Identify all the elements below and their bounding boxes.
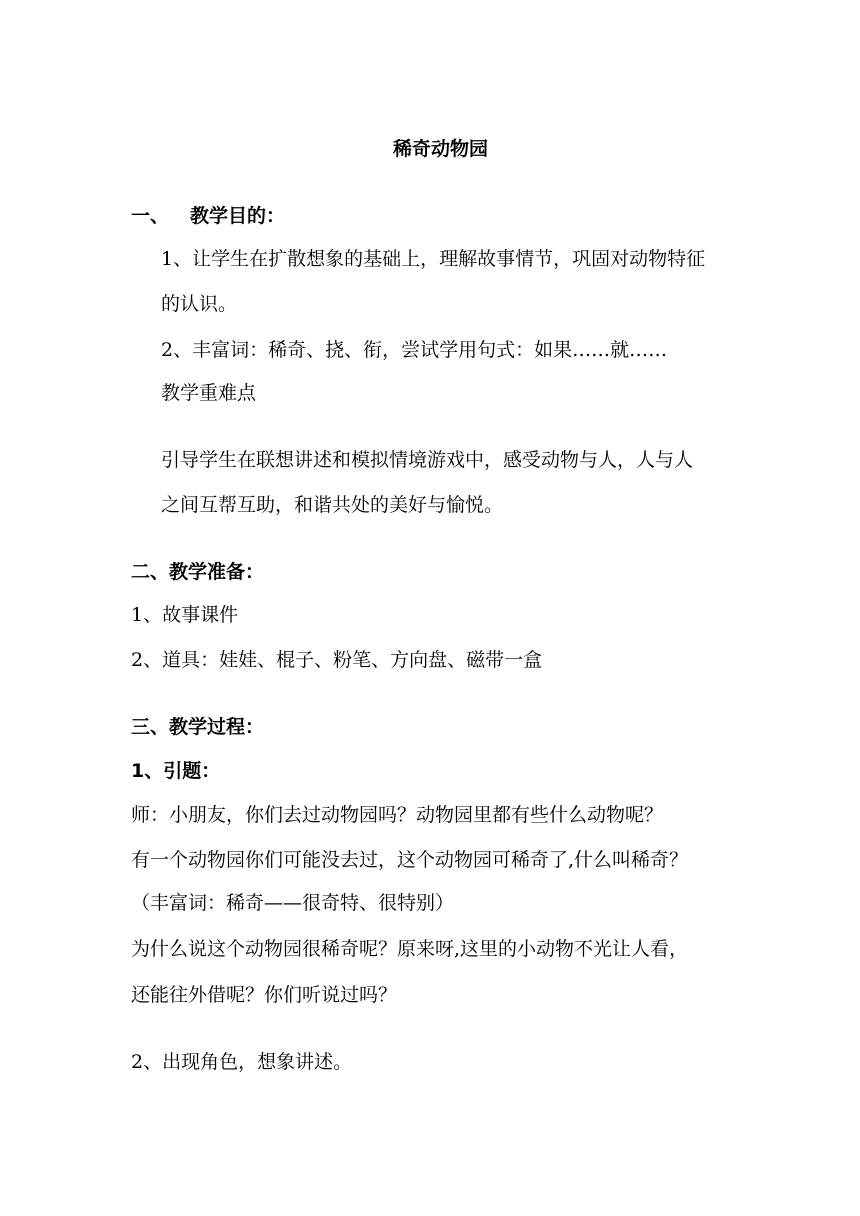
section1-number: 一、	[131, 205, 170, 227]
section1-item2: 2、丰富词：稀奇、挠、衔，尝试学用句式：如果……就……	[161, 339, 668, 361]
section3-step1-heading: 1、引题：	[131, 760, 221, 782]
section1-item1-line2: 的认识。	[161, 293, 238, 315]
section3-line1: 师：小朋友，你们去过动物园吗？动物园里都有些什么动物呢？	[131, 804, 664, 826]
section1-subheading: 教学重难点	[161, 382, 257, 404]
section2-item1: 1、故事课件	[131, 604, 239, 626]
section1-para-line1: 引导学生在联想讲述和模拟情境游戏中，感受动物与人，人与人	[161, 449, 694, 471]
section3-heading: 三、教学过程：	[131, 716, 265, 738]
section2-heading: 二、教学准备：	[131, 561, 265, 583]
section3-step2: 2、出现角色，想象讲述。	[131, 1051, 353, 1073]
section3-line3: （丰富词：稀奇——很奇特、很特别）	[131, 892, 455, 914]
section3-line4: 为什么说这个动物园很稀奇呢？原来呀,这里的小动物不光让人看，	[131, 938, 689, 960]
section1-heading: 教学目的：	[190, 205, 286, 227]
section1-item1-line1: 1、让学生在扩散想象的基础上，理解故事情节，巩固对动物特征	[161, 248, 706, 270]
section3-line5: 还能往外借呢？你们听说过吗？	[131, 984, 398, 1006]
section2-item2: 2、道具：娃娃、棍子、粉笔、方向盘、磁带一盒	[131, 649, 543, 671]
document-title: 稀奇动物园	[393, 138, 489, 160]
section3-line2: 有一个动物园你们可能没去过，这个动物园可稀奇了,什么叫稀奇？	[131, 849, 689, 871]
section1-para-line2: 之间互帮互助，和谐共处的美好与愉悦。	[161, 494, 504, 516]
